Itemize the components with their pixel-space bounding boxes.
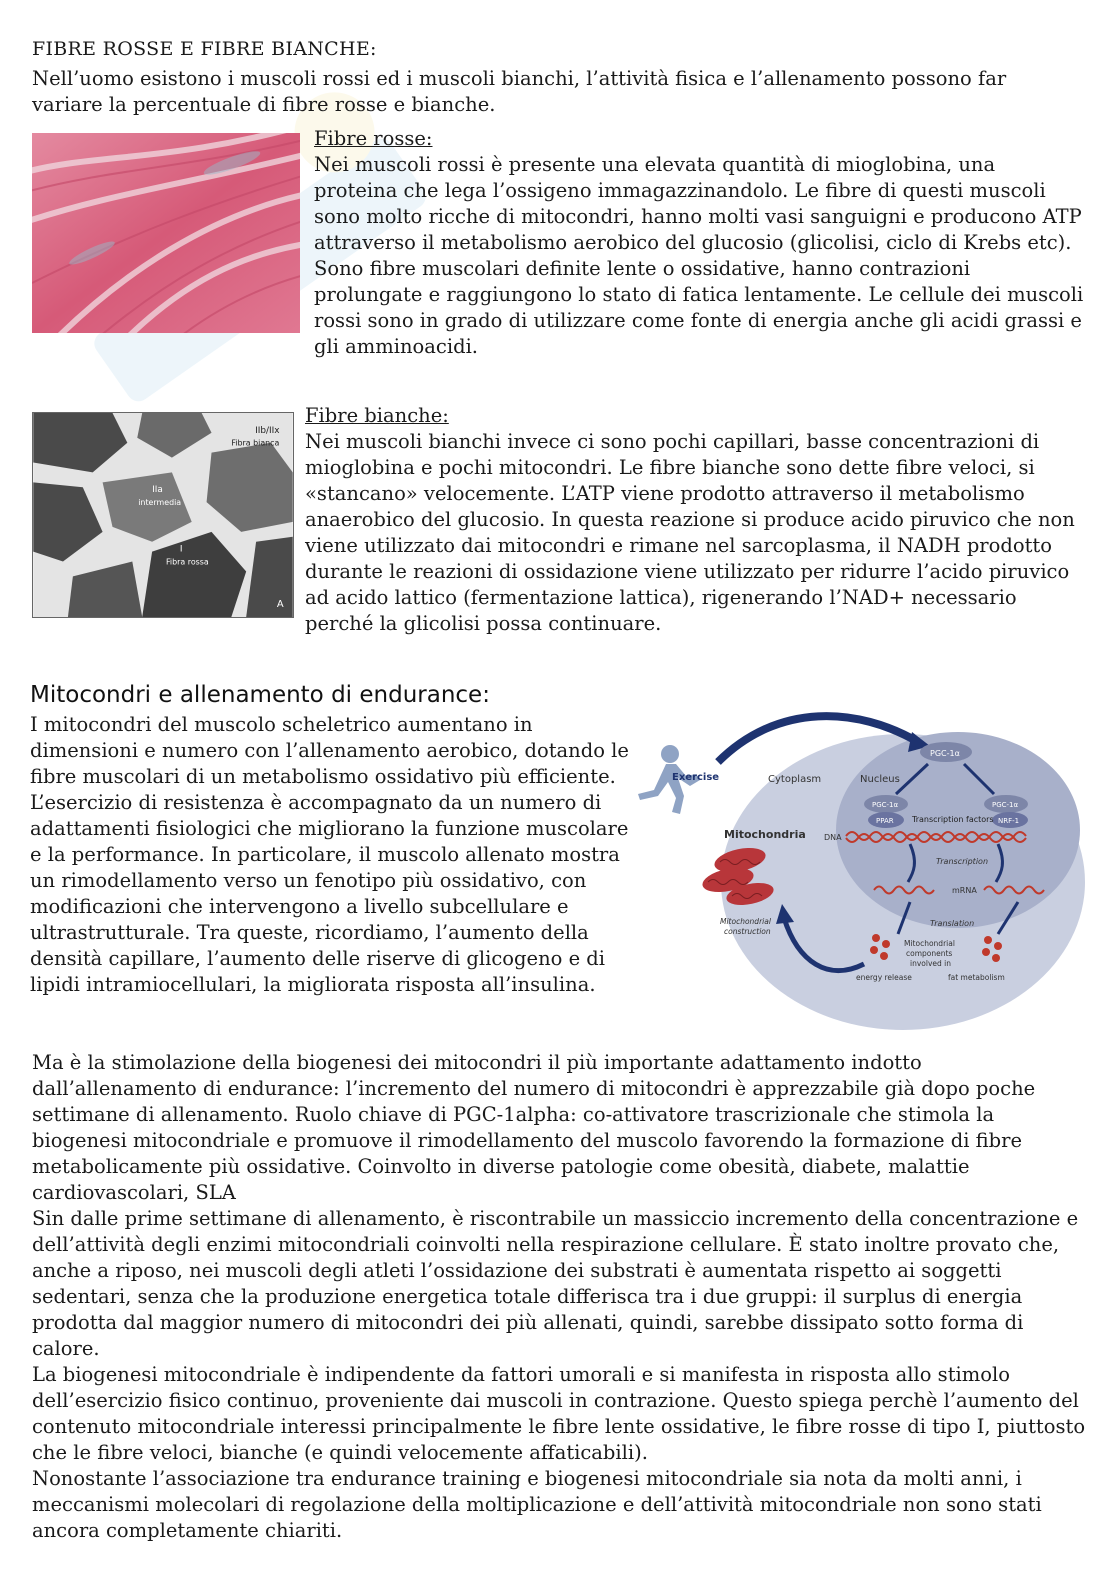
section-title: FIBRE ROSSE E FIBRE BIANCHE: [32,38,377,60]
red-fibers-text: Nei muscoli rossi è presente una elevata quantità di mioglobina, una proteina che lega l’ossigeno immagazzinandolo. Le fibre di questi muscoli sono molto ricche di mitocondri, hanno molti vasi sanguigni e producono ATP attraverso il metabolismo aerobico del glucosio (glicolisi, ciclo di Krebs etc). Sono fibre muscolari definite lente o ossidative, hanno contrazioni prolungate e raggiungono lo stato di fatica lentamente. Le cellule dei muscoli rossi sono in grado di utilizzare come fonte di energia anche gli acidi grassi e gli amminoacidi. [314,153,1084,358]
exercise-label: Exercise [672,772,720,783]
mitochondria-label: Mitochondria [724,828,806,841]
mito-section-title: Mitocondri e allenamento di endurance: [30,682,490,708]
mito-para-1: I mitocondri del muscolo scheletrico aumentano in dimensioni e numero con l’allenamento aerobico, dotando le fibre muscolari di un metabolismo ossidativo più efficiente. [30,713,629,788]
label-iib-sub: Fibra bianca [231,438,280,448]
red-fiber-histology-image [32,133,300,333]
mito-paragraph [30,712,630,998]
bottom-para-1: Ma è la stimolazione della biogenesi dei mitocondri il più importante adattamento indotto dall’allenamento di endurance: l’incremento del numero di mitocondri è apprezzabile già dopo poche settimane di allenamento. Ruolo chiave di PGC-1alpha: co-attivatore trascrizionale che stimola la biogenesi mitocondriale e promuove il rimodellamento del muscolo favorendo la formazione di fibre metabolicamente più ossidative. Coinvolto in diverse patologie come obesità, diabete, malattie cardiovascolari, SLA [32,1051,1036,1204]
construction-label-1: Mitochondrial [720,917,771,926]
label-iib: IIb/IIx [255,425,280,436]
components-label-3: involved in [910,959,951,968]
bottom-para-2: Sin dalle prime settimane di allenamento, è riscontrabile un massiccio incremento della concentrazione e dell’attività degli enzimi mitocondriali coinvolti nella respirazione cellulare. È stato inoltre provato che, anche a riposo, nei muscoli degli atleti l’ossidazione dei substrati è aumentata rispetto ai soggetti sedentari, senza che la produzione energetica totale differisca tra i due gruppi: il surplus di energia prodotta dal maggior numero di mitocondri dei più allenati, quindi, sarebbe dissipato sotto forma di calore. [32,1207,1079,1360]
mrna-label: mRNA [952,886,977,895]
label-iia-sub: intermedia [138,498,182,508]
mito-para-2: L’esercizio di resistenza è accompagnato da un numero di adattamenti fisiologici che migliorano la funzione muscolare e la performance. In particolare, il muscolo allenato mostra un rimodellamento verso un fenotipo più ossidativo, con modificazioni che intervengono a livello subcellulare e ultrastrutturale. Tra queste, ricordiamo, l’aumento della densità capillare, l’aumento delle riserve di glicogeno e di lipidi intramiocellulari, la migliorata risposta all’insulina. [30,791,629,996]
components-label-1: Mitochondrial [904,939,955,948]
bottom-text [32,1050,1092,1544]
transcription-label: Transcription [936,857,989,866]
nucleus-circle [836,732,1080,928]
white-fibers-heading: Fibre bianche: [305,404,449,427]
red-fibers-section [314,126,1084,360]
nrf-label: NRF-1 [998,817,1020,825]
construction-label-2: construction [724,927,771,936]
label-i: I [179,544,183,555]
white-fibers-text: Nei muscoli bianchi invece ci sono pochi capillari, basse concentrazioni di mioglobina e pochi mitocondri. Le fibre bianche sono dette fibre veloci, si «stancano» velocemente. L’ATP viene prodotto attraverso il metabolismo anaerobico del glucosio. In questa reazione si produce acido piruvico che non viene utilizzato dai mitocondri e rimane nel sarcoplasma, il NADH prodotto durante le reazioni di ossidazione viene utilizzato per ridurre l’acido piruvico ad acido lattico (fermentazione lattica), rigenerando l’NAD+ necessario perché la glicolisi possa continuare. [305,430,1075,635]
pgc1-alpha-diagram [628,712,1088,1036]
pgc-top-label: PGC-1α [930,749,960,758]
label-iia: IIa [152,485,163,496]
red-fibers-heading: Fibre rosse: [314,127,433,150]
bottom-para-4: Nonostante l’associazione tra endurance training e biogenesi mitocondriale sia nota da molti anni, i meccanismi molecolari di regolazione della moltiplicazione e dell’attività mitocondriale non sono stati ancora completamente chiariti. [32,1467,1042,1542]
pgc-right-label: PGC-1α [992,801,1019,809]
translation-label: Translation [930,919,975,928]
fiber-type-micrograph [32,412,294,618]
pgc-left-label: PGC-1α [872,801,899,809]
nucleus-label: Nucleus [860,774,900,785]
components-label-2: components [906,949,953,958]
dna-label: DNA [824,833,842,842]
intro-paragraph: Nell’uomo esistono i muscoli rossi ed i muscoli bianchi, l’attività fisica e l’allenamento possono far variare la percentuale di fibre rosse e bianche. [32,67,1007,116]
ppar-label: PPAR [876,817,894,825]
bottom-para-3: La biogenesi mitocondriale è indipendente da fattori umorali e si manifesta in risposta allo stimolo dell’esercizio fisico continuo, proveniente dai muscoli in contrazione. Questo spiega perchè l’aumento del contenuto mitocondriale interessi principalmente le fibre lente ossidative, le fibre rosse di tipo I, piuttosto che le fibre veloci, bianche (e quindi velocemente affaticabili). [32,1363,1086,1464]
label-a: A [276,599,284,611]
fat-label: fat metabolism [948,973,1005,982]
energy-label: energy release [856,973,912,982]
label-i-sub: Fibra rossa [165,557,209,567]
transcription-factors-label: Transcription factors [912,815,994,824]
cytoplasm-label: Cytoplasm [768,774,822,785]
white-fibers-section [305,403,1085,637]
